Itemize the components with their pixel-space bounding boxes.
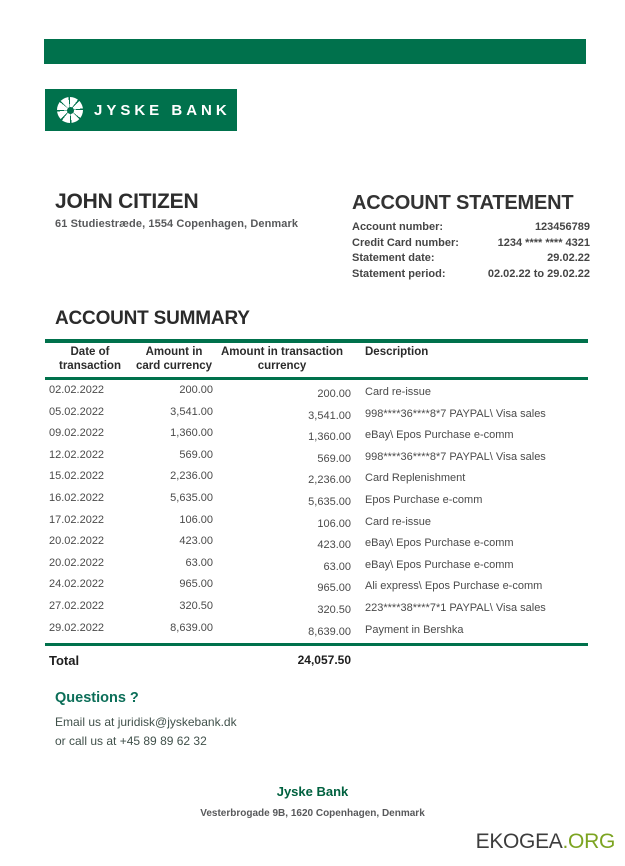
cell-txn-amount: 1,360.00 [308,431,351,444]
table-body [45,380,588,643]
transactions-table [45,339,588,668]
cell-card-amount: 423.00 [179,535,213,548]
table-row [45,622,588,644]
logo-text: JYSKE BANK [94,101,231,119]
cell-description: 998****36****8*7 PAYPAL\ Visa sales [365,407,546,420]
cell-card-amount: 106.00 [179,513,213,526]
cell-txn-amount: 423.00 [317,539,351,552]
cell-txn-amount: 106.00 [317,517,351,530]
col-header-txn-amount: Amount in transaction currency [220,346,344,372]
field-label: Account number: [352,221,444,233]
cell-description: 998****36****8*7 PAYPAL\ Visa sales [365,450,546,463]
cell-description: eBay\ Epos Purchase e-comm [365,537,514,550]
table-row [45,578,588,600]
total-value: 24,057.50 [297,653,351,668]
cell-date: 05.02.2022 [49,405,105,418]
cell-description: Ali express\ Epos Purchase e-comm [365,580,543,593]
total-row [45,643,588,668]
cell-txn-amount: 2,236.00 [308,474,351,487]
cell-date: 02.02.2022 [49,384,105,396]
table-row [45,449,588,471]
table-row [45,557,588,579]
cell-date: 29.02.2022 [49,621,105,634]
jyske-bank-logo [45,89,237,131]
cell-txn-amount: 3,541.00 [308,409,351,422]
cell-card-amount: 8,639.00 [170,621,213,634]
statement-period: 02.02.22 to 29.02.22 [487,267,590,280]
total-label: Total [49,653,80,669]
cell-txn-amount: 63.00 [323,560,351,573]
watermark-suffix: .ORG [562,830,615,853]
cell-description: eBay\ Epos Purchase e-comm [365,429,514,442]
cell-card-amount: 965.00 [179,578,213,591]
table-row [45,514,588,536]
statement-details [352,192,590,282]
cell-date: 15.02.2022 [49,470,105,483]
customer-name: JOHN CITIZEN [55,190,199,213]
col-header-card-amount: Amount in card currency [135,346,213,372]
table-row [45,470,588,492]
questions-email: Email us at juridisk@jyskebank.dk [55,715,237,729]
cell-txn-amount: 569.00 [317,452,351,465]
table-row [45,535,588,557]
cell-date: 27.02.2022 [49,599,105,612]
cell-card-amount: 1,360.00 [170,427,213,440]
table-row [45,600,588,622]
summary-title: ACCOUNT SUMMARY [55,308,250,329]
cell-date: 24.02.2022 [49,578,105,591]
cell-card-amount: 320.50 [179,599,213,612]
customer-address: 61 Studiestræde, 1554 Copenhagen, Denmark [55,218,299,230]
statement-field [352,267,590,283]
cell-description: Card Replenishment [365,472,466,485]
cell-date: 20.02.2022 [49,556,105,569]
table-row [45,427,588,449]
col-header-date: Date of transaction [59,346,121,372]
statement-date: 29.02.22 [547,252,590,264]
table-row [45,492,588,514]
questions-block [55,690,237,751]
cell-card-amount: 200.00 [179,384,213,396]
cell-card-amount: 3,541.00 [170,405,213,418]
cell-date: 12.02.2022 [49,448,105,461]
footer-address: Vesterbrogade 9B, 1620 Copenhagen, Denmark [200,808,425,819]
statement-title: ACCOUNT STATEMENT [352,192,574,214]
cell-description: Card re-issue [365,386,432,398]
table-row [45,406,588,428]
cell-txn-amount: 200.00 [317,388,351,400]
field-label: Statement period: [352,267,446,280]
cell-description: eBay\ Epos Purchase e-comm [365,558,514,571]
cell-card-amount: 5,635.00 [170,491,213,504]
statement-field [352,251,590,267]
statement-field [352,220,590,236]
header-bar [44,39,586,64]
cell-date: 16.02.2022 [49,491,105,504]
cell-card-amount: 569.00 [179,448,213,461]
footer-bank-name: Jyske Bank [276,784,349,799]
table-row [45,384,588,406]
col-header-description: Description [365,346,429,358]
cell-txn-amount: 965.00 [317,582,351,595]
cell-date: 09.02.2022 [49,427,105,440]
footer [0,784,625,819]
cell-txn-amount: 5,635.00 [308,495,351,508]
credit-card-number: 1234 **** **** 4321 [497,236,590,249]
account-number: 123456789 [534,221,590,233]
cell-date: 20.02.2022 [49,535,105,548]
table-header [45,339,588,380]
customer-block [55,190,298,230]
questions-title: Questions ? [55,690,139,706]
questions-phone: or call us at +45 89 89 62 32 [55,734,207,748]
cell-description: Epos Purchase e-comm [365,493,483,506]
cell-card-amount: 2,236.00 [170,470,213,483]
cell-card-amount: 63.00 [185,556,213,569]
field-label: Statement date: [352,252,435,264]
statement-field [352,236,590,252]
cell-description: 223****38****7*1 PAYPAL\ Visa sales [365,601,546,614]
cell-txn-amount: 320.50 [317,603,351,616]
cell-date: 17.02.2022 [49,513,105,526]
cell-description: Card re-issue [365,515,432,528]
field-label: Credit Card number: [352,236,459,249]
cell-txn-amount: 8,639.00 [308,625,351,638]
watermark [476,830,615,854]
watermark-main: EKOGEA [475,830,563,853]
aperture-icon [57,97,83,123]
cell-description: Payment in Bershka [365,623,464,636]
